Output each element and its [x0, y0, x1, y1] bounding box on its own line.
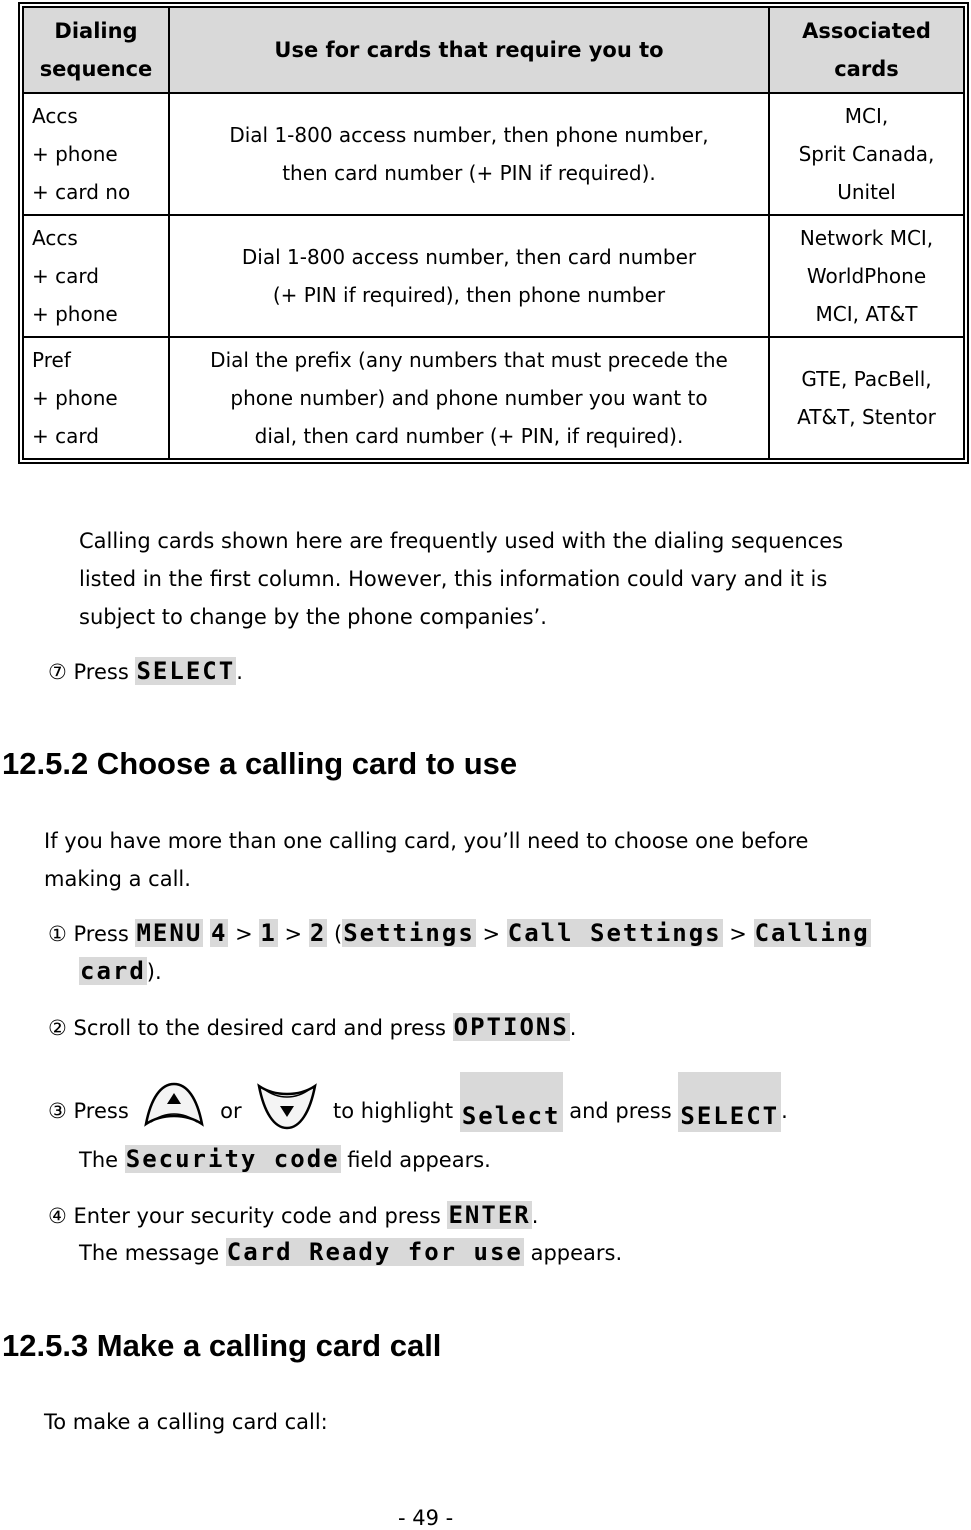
enter-key: ENTER [448, 1201, 531, 1229]
cell-use: Dial 1-800 access number, then phone number, then card number (+ PIN if required). [169, 93, 769, 215]
cell-use: Dial 1-800 access number, then card number (+ PIN if required), then phone number [169, 215, 769, 337]
step-text: to highlight [333, 1099, 454, 1123]
section-heading-12-5-3: 12.5.3 Make a calling card call [2, 1328, 442, 1363]
step-number: ③ [48, 1099, 67, 1123]
menu-calling: Calling [754, 919, 870, 947]
step-text: The [79, 1148, 119, 1172]
select-key: SELECT [678, 1072, 781, 1132]
header-dialing-sequence: Dialing sequence [23, 7, 169, 93]
step-text: Press [73, 922, 129, 946]
key-2: 2 [309, 919, 327, 947]
separator: > [729, 922, 747, 946]
punct: . [531, 1204, 539, 1228]
separator: > [284, 922, 303, 946]
select-key: SELECT [136, 657, 236, 685]
options-key: OPTIONS [453, 1013, 569, 1041]
nav-down-button-icon [256, 1080, 318, 1132]
step-1 [48, 914, 963, 953]
card-ready-message: Card Ready for use [226, 1238, 523, 1266]
menu-key: MENU [136, 919, 203, 947]
separator: > [235, 922, 253, 946]
table-row [23, 93, 964, 215]
table-header-row [23, 7, 964, 93]
cell-use: Dial the prefix (any numbers that must precede the phone number) and phone number you want to dial, then card number (+ PIN, if required). [169, 337, 769, 459]
step-number: ④ [48, 1204, 67, 1228]
dialing-table [22, 6, 965, 460]
header-associated-cards: Associated cards [769, 7, 964, 93]
step-text: Press [73, 660, 129, 684]
cell-cards: Network MCI, WorldPhone MCI, AT&T [769, 215, 964, 337]
calling-card-note [79, 522, 843, 636]
step-text: appears. [530, 1241, 623, 1265]
header-use-for: Use for cards that require you to [169, 7, 769, 93]
intro-line: If you have more than one calling card, you’ll need to choose one before [44, 829, 809, 853]
punct: . [781, 1099, 788, 1123]
key-1: 1 [260, 919, 277, 947]
step-number: ① [48, 922, 67, 946]
section-intro [44, 822, 808, 898]
punct: ). [146, 960, 162, 984]
step-number: ⑦ [48, 660, 67, 684]
step-4-result [79, 1233, 622, 1272]
section-intro: To make a calling card call: [44, 1410, 328, 1434]
step-1-cont [79, 952, 162, 991]
table-row [23, 337, 964, 459]
note-line: subject to change by the phone companies’. [79, 605, 547, 629]
step-text: Press [73, 1099, 129, 1123]
step-7 [48, 652, 243, 691]
step-text: and press [569, 1099, 672, 1123]
note-line: Calling cards shown here are frequently used with the dialing sequences [79, 529, 844, 553]
key-4: 4 [210, 919, 228, 947]
punct: . [236, 660, 243, 684]
note-line: listed in the first column. However, this information could vary and it is [79, 567, 828, 591]
step-3 [48, 1072, 788, 1132]
step-text: field appears. [347, 1148, 491, 1172]
step-3-result [79, 1140, 491, 1179]
select-item: Select [460, 1072, 563, 1132]
cell-seq: Accs + card + phone [23, 215, 169, 337]
cell-cards: GTE, PacBell, AT&T, Stentor [769, 337, 964, 459]
security-code-field: Security code [125, 1145, 340, 1173]
step-text: or [220, 1099, 242, 1123]
page-number: - 49 - [398, 1506, 454, 1530]
separator: > [482, 922, 501, 946]
cell-cards: MCI, Sprit Canada, Unitel [769, 93, 964, 215]
menu-settings: Settings [343, 919, 475, 947]
step-number: ② [48, 1016, 67, 1040]
punct: . [569, 1016, 577, 1040]
step-text: The message [79, 1241, 220, 1265]
intro-line: making a call. [44, 867, 191, 891]
dialing-sequence-table [18, 2, 969, 464]
nav-up-button-icon [143, 1080, 205, 1132]
menu-card: card [80, 957, 146, 985]
cell-seq: Pref + phone + card [23, 337, 169, 459]
step-text: Enter your security code and press [73, 1204, 441, 1228]
punct: ( [333, 922, 343, 946]
cell-seq: Accs + phone + card no [23, 93, 169, 215]
section-heading-12-5-2: 12.5.2 Choose a calling card to use [2, 746, 518, 781]
step-2 [48, 1008, 576, 1047]
table-row [23, 215, 964, 337]
step-4 [48, 1196, 538, 1235]
menu-call-settings: Call Settings [507, 919, 722, 947]
step-text: Scroll to the desired card and press [73, 1016, 446, 1040]
